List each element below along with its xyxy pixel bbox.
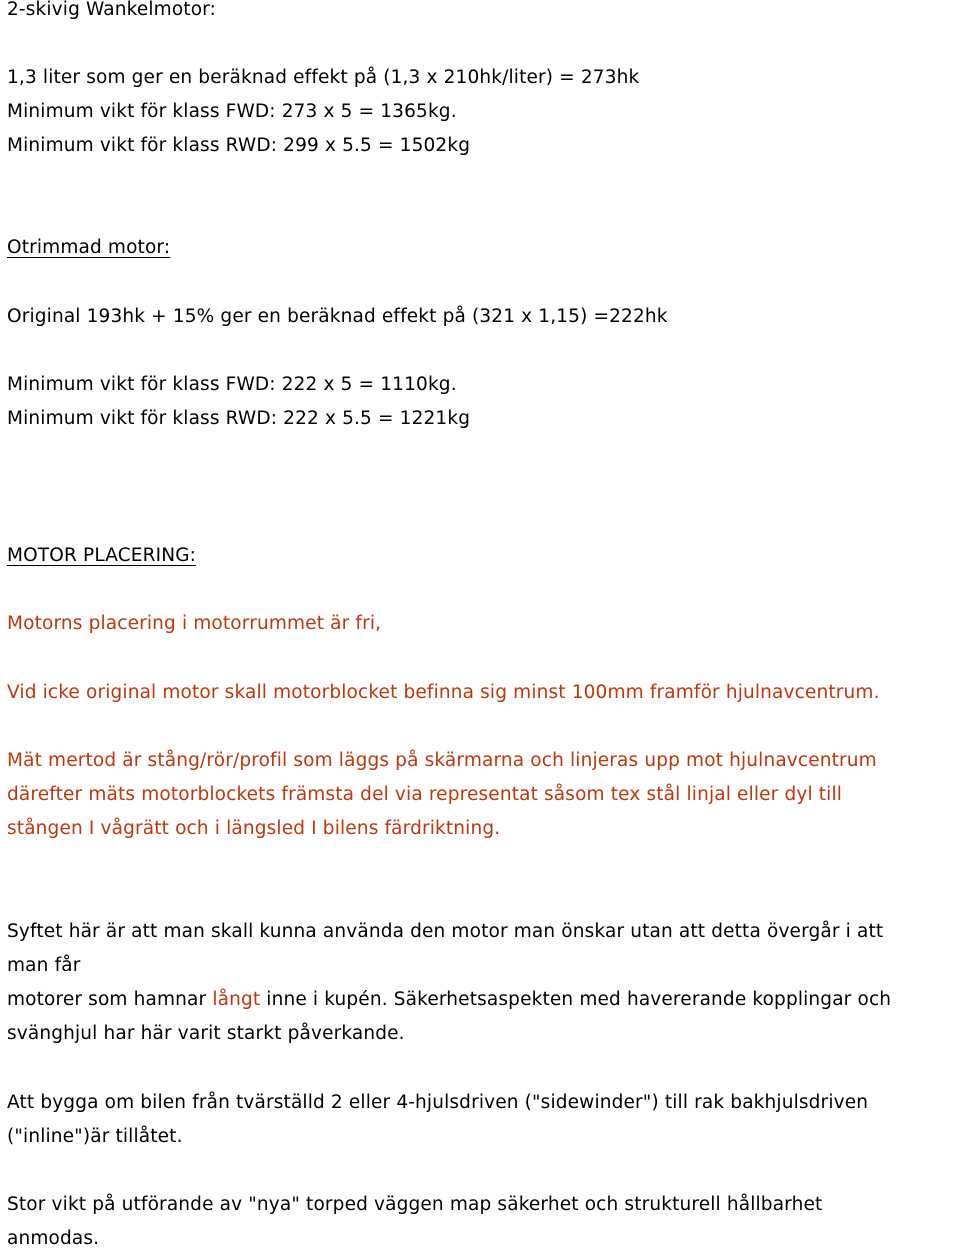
otrimmad-effect-line: Original 193hk + 15% ger en beräknad effekt på (321 x 1,15) =222hk	[7, 306, 668, 327]
wankel-effect-line: 1,3 liter som ger en beräknad effekt på (1,3 x 210hk/liter) = 273hk	[7, 67, 640, 88]
wankel-heading: 2-skivig Wankelmotor:	[7, 0, 216, 20]
syfte-highlight-word: långt	[212, 989, 261, 1010]
syfte-line-3-end: inne i kupén. Säkerhetsaspekten med havererande kopplingar och	[260, 989, 892, 1010]
syfte-line-3	[7, 988, 891, 1012]
wankel-rwd-weight: Minimum vikt för klass RWD: 299 x 5.5 = 1502kg	[7, 135, 471, 156]
otrimmad-heading: Otrimmad motor:	[7, 237, 171, 258]
syfte-line-2: man får	[7, 955, 81, 976]
placering-paragraph-1: Motorns placering i motorrummet är fri,	[7, 613, 382, 634]
placering-paragraph-3-line-1: Mät mertod är stång/rör/profil som läggs på skärmarna och linjeras upp mot hjulnavcentrum	[7, 750, 877, 771]
syfte-line-4: svänghjul har här varit starkt påverkande.	[7, 1023, 405, 1044]
stor-vikt-line-1: Stor vikt på utförande av "nya" torped väggen map säkerhet och strukturell hållbarhet	[7, 1194, 823, 1215]
placering-paragraph-3-line-3: stången I vågrätt och i längsled I bilens färdriktning.	[7, 818, 501, 839]
otrimmad-fwd-weight: Minimum vikt för klass FWD: 222 x 5 = 1110kg.	[7, 374, 457, 395]
bygga-line-2: ("inline")är tillåtet.	[7, 1126, 183, 1147]
syfte-line-1: Syftet här är att man skall kunna använda den motor man önskar utan att detta övergår i att	[7, 921, 884, 942]
syfte-line-3-start: motorer som hamnar	[7, 989, 213, 1010]
bygga-line-1: Att bygga om bilen från tvärställd 2 eller 4-hjulsdriven ("sidewinder") till rak bakhjulsdriven	[7, 1092, 869, 1113]
wankel-fwd-weight: Minimum vikt för klass FWD: 273 x 5 = 1365kg.	[7, 101, 457, 122]
stor-vikt-line-2: anmodas.	[7, 1228, 100, 1249]
placering-paragraph-3-line-2: därefter mäts motorblockets främsta del via representat såsom tex stål linjal eller dyl till	[7, 784, 843, 805]
otrimmad-rwd-weight: Minimum vikt för klass RWD: 222 x 5.5 = 1221kg	[7, 408, 471, 429]
placering-paragraph-2: Vid icke original motor skall motorblocket befinna sig minst 100mm framför hjulnavcentrum.	[7, 682, 880, 703]
placering-heading: MOTOR PLACERING:	[7, 545, 197, 566]
